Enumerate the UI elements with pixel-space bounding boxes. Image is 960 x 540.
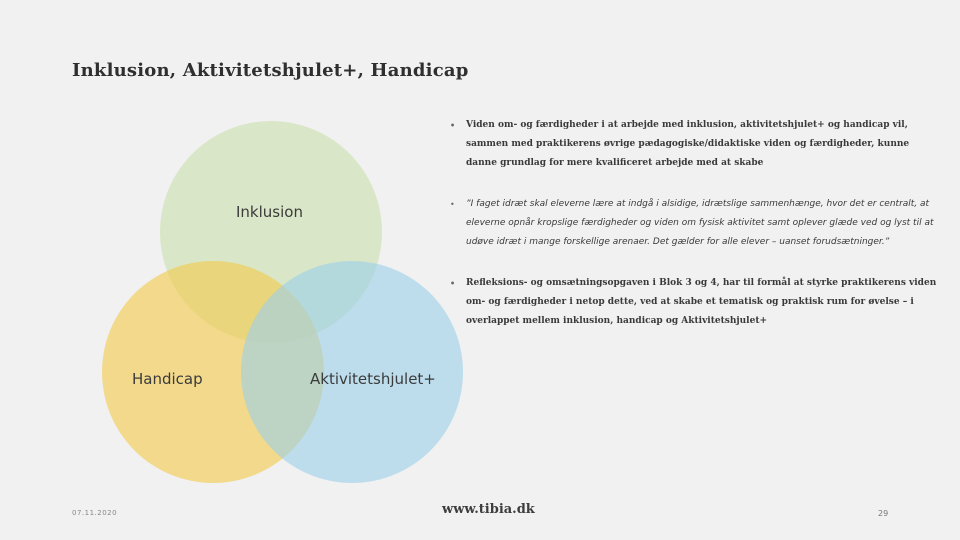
bullet-list bbox=[448, 116, 938, 331]
bullet-item: • Viden om- og færdigheder i at arbejde med inklusion, aktivitetshjulet+ og handicap vil, sammen med praktikerens øvrige pædagogiske/didaktiske viden og færdigheder, kunne danne grundlag for mere kvalificeret arbejde med at skabe bbox=[448, 116, 938, 173]
venn-label-aktivitetshjulet: Aktivitetshjulet+ bbox=[310, 370, 436, 388]
page-number: 29 bbox=[878, 509, 889, 518]
venn-label-inklusion: Inklusion bbox=[236, 203, 303, 221]
slide-title: Inklusion, Aktivitetshjulet+, Handicap bbox=[72, 60, 469, 81]
venn-label-handicap: Handicap bbox=[132, 370, 203, 388]
bullet-item: • ”I faget idræt skal eleverne lære at indgå i alsidige, idrætslige sammenhænge, hvor det er centralt, at eleverne opnår kropslige færdigheder og viden om fysisk aktivitet samt oplever glæde ved og lyst til at udøve idræt i mange forskellige arenaer. Det gælder for alle elever – uanset forudsætninger.” bbox=[448, 195, 938, 252]
bullet-item: • Refleksions- og omsætningsopgaven i Blok 3 og 4, har til formål at styrke praktikerens viden om- og færdigheder i netop dette, ved at skabe et tematisk og praktisk rum for øvelse – i overlappet mellem inklusion, handicap og Aktivitetshjulet+ bbox=[448, 274, 938, 331]
footer-website: www.tibia.dk bbox=[442, 502, 535, 517]
footer-date: 07.11.2020 bbox=[72, 509, 118, 517]
